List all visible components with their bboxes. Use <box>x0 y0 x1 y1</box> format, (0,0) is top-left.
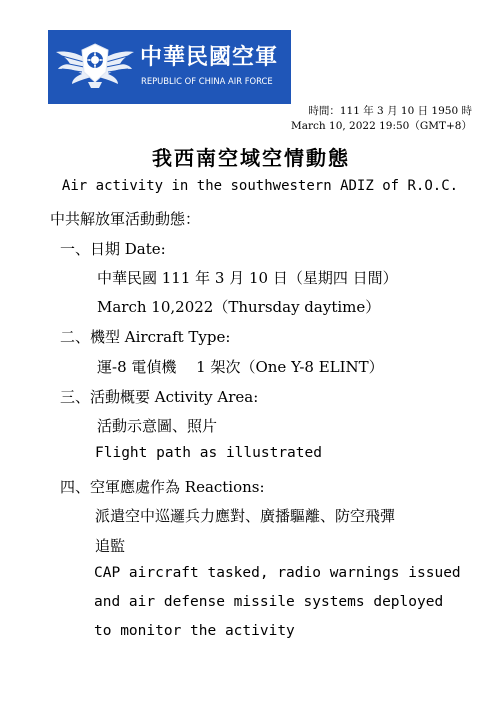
date-zh: 中華民國 111 年 3 月 10 日（星期四 日間） <box>97 269 398 287</box>
reactions-zh-line2: 追監 <box>95 537 126 555</box>
aircraft-type-value: 運-8 電偵機 1 架次（One Y-8 ELINT） <box>97 358 384 376</box>
air-force-logo-banner <box>48 30 291 104</box>
timestamp-zh: 時間：111 年 3 月 10 日 1950 時 <box>308 105 472 117</box>
activity-area-zh: 活動示意圖、照片 <box>97 417 218 435</box>
activity-area-label: 三、活動概要 Activity Area: <box>60 388 259 406</box>
reactions-en-line1: CAP aircraft tasked, radio warnings issued <box>94 565 461 581</box>
reactions-en-line2: and air defense missile systems deployed <box>94 594 444 610</box>
reactions-zh-line1: 派遣空中巡邏兵力應對、廣播驅離、防空飛彈 <box>95 507 396 525</box>
date-label: 一、日期 Date: <box>60 240 166 258</box>
timestamp-en: March 10, 2022 19:50（GMT+8） <box>291 120 472 132</box>
logo-chinese-text: 中華民國空軍 <box>140 45 279 70</box>
page-title-zh: 我西南空域空情動態 <box>152 146 350 170</box>
aircraft-type-label: 二、機型 Aircraft Type: <box>60 328 231 346</box>
air-force-emblem-icon <box>54 36 136 96</box>
section-heading: 中共解放軍活動動態： <box>50 210 201 228</box>
page-title-en: Air activity in the southwestern ADIZ of R.O.C. <box>61 178 459 194</box>
reactions-label: 四、空軍應處作為 Reactions: <box>60 478 265 496</box>
activity-area-en: Flight path as illustrated <box>95 445 322 461</box>
reactions-en-line3: to monitor the activity <box>94 623 295 639</box>
report-timestamp <box>291 104 472 134</box>
logo-english-text: REPUBLIC OF CHINA AIR FORCE <box>141 76 273 86</box>
date-en: March 10,2022（Thursday daytime） <box>97 298 381 316</box>
